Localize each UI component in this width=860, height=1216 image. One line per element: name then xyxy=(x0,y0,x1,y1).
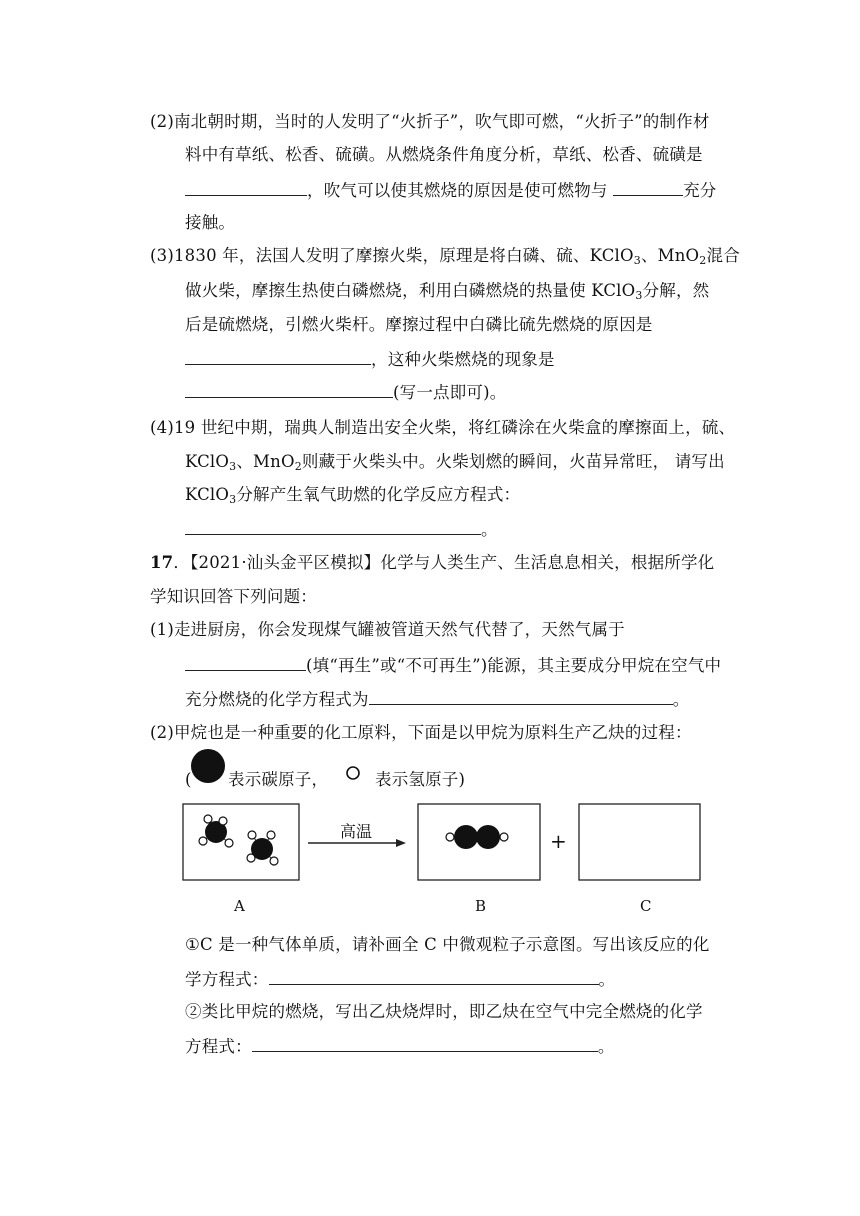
q17-p1-line3 xyxy=(185,689,689,710)
q16-p3-line1-b: 、MnO xyxy=(640,246,700,265)
q17-sub1-line1: ①C 是一种气体单质，请补画全 C 中微观粒子示意图。写出该反应的化 xyxy=(185,935,710,954)
answer-blank[interactable] xyxy=(269,969,599,985)
q16-p2-line3-tail: 充分 xyxy=(683,181,717,200)
q17-sub2-line2 xyxy=(185,1036,615,1057)
label-a: A xyxy=(234,897,245,915)
answer-blank[interactable] xyxy=(185,655,306,671)
q17-p1-line3-text: 充分燃烧的化学方程式为 xyxy=(185,690,369,709)
q16-p3-line2-a: 做火柴，摩擦生热使白磷燃烧，利用白磷燃烧的热量使 KClO xyxy=(185,281,636,300)
hydrogen-atom-legend-icon xyxy=(344,764,364,784)
q17-p1-line3-tail: 。 xyxy=(672,690,690,709)
q17-p1-line1: (1)走进厨房，你会发现煤气罐被管道天然气代替了，天然气属于 xyxy=(150,620,625,639)
question-number: 17 xyxy=(150,553,174,572)
q16-p2-line4: 接触。 xyxy=(185,213,236,232)
q17-sub1-line2-tail: 。 xyxy=(598,970,616,989)
q16-p3-line1-a: (3)1830 年，法国人发明了摩擦火柴，原理是将白磷、硫、KClO xyxy=(150,246,634,265)
q17-sub1-line2 xyxy=(185,969,615,990)
q16-p4-line2 xyxy=(185,452,725,472)
q16-p2-line3-text: ，吹气可以使其燃烧的原因是使可燃物与 xyxy=(307,181,608,200)
methane-molecule xyxy=(199,815,233,847)
arrow-head-icon xyxy=(396,839,406,847)
reaction-diagram xyxy=(170,795,710,920)
q17-p1-line2 xyxy=(185,655,721,676)
q16-p4-line3-b: 分解产生氧气助燃的化学反应方程式： xyxy=(236,485,521,504)
q16-p2-line1: (2)南北朝时期，当时的人发明了“火折子”，吹气即可燃，“火折子”的制作材 xyxy=(150,112,710,131)
q17-p2-line1: (2)甲烷也是一种重要的化工原料，下面是以甲烷为原料生产乙炔的过程： xyxy=(150,723,692,742)
label-c: C xyxy=(640,897,652,915)
q17-sub2-line1: ②类比甲烷的燃烧，写出乙炔烧焊时，即乙炔在空气中完全燃烧的化学 xyxy=(185,1002,703,1021)
q17-sub1-line2-text: 学方程式： xyxy=(185,970,269,989)
q16-p3-line4 xyxy=(185,349,555,370)
q16-p4-line3-a: KClO xyxy=(185,485,230,504)
q17-sub2-line2-text: 方程式： xyxy=(185,1037,252,1056)
q16-p4-line2-c: 则藏于火柴头中。火柴划燃的瞬间，火苗异常旺， 请写出 xyxy=(301,452,725,471)
q16-p4-line4-text: 。 xyxy=(481,520,498,539)
subscript: 3 xyxy=(229,460,237,473)
subscript: 2 xyxy=(294,460,302,473)
q17-stem-line2: 学知识回答下列问题： xyxy=(150,587,317,606)
q17-p1-line2-text: (填“再生”或“不可再生”)能源，其主要成分甲烷在空气中 xyxy=(306,656,722,675)
q16-p3-line1-c: 混合 xyxy=(706,246,740,265)
arrow-label: 高温 xyxy=(340,822,373,841)
box-c[interactable] xyxy=(579,804,700,880)
q17-sub2-line2-tail: 。 xyxy=(597,1037,615,1056)
subscript: 3 xyxy=(633,254,641,267)
answer-blank[interactable] xyxy=(185,519,481,535)
subscript: 3 xyxy=(229,493,237,506)
label-b: B xyxy=(475,897,487,915)
q16-p2-line3 xyxy=(185,180,716,201)
answer-blank[interactable] xyxy=(185,349,371,365)
subscript: 3 xyxy=(635,289,643,302)
q17-stem-text: 化学与人类生产、生活息息相关，根据所学化 xyxy=(380,553,715,572)
q16-p3-line2-b: 分解，然 xyxy=(642,281,710,300)
methane-molecule xyxy=(247,831,278,865)
answer-blank[interactable] xyxy=(185,180,307,196)
q16-p3-line5 xyxy=(185,382,506,403)
q17-stem-line1 xyxy=(150,553,714,573)
legend-paren: ( xyxy=(185,770,192,789)
q16-p3-line3: 后是硫燃烧，引燃火柴杆。摩擦过程中白磷比硫先燃烧的原因是 xyxy=(185,315,653,334)
answer-blank[interactable] xyxy=(252,1036,598,1052)
q16-p4-line4 xyxy=(185,519,498,540)
acetylene-molecule xyxy=(446,825,508,849)
q16-p4-line3 xyxy=(185,485,520,505)
q16-p4-line1: (4)19 世纪中期，瑞典人制造出安全火柴，将红磷涂在火柴盒的摩擦面上，硫、 xyxy=(150,418,736,437)
question-source: ．【2021·汕头金平区模拟】 xyxy=(173,553,381,572)
legend-carbon-text: 表示碳原子， xyxy=(228,770,329,789)
q16-p2-line2: 料中有草纸、松香、硫磺。从燃烧条件角度分析，草纸、松香、硫磺是 xyxy=(185,145,703,164)
subscript: 2 xyxy=(699,254,707,267)
q16-p3-line4-text: ，这种火柴燃烧的现象是 xyxy=(371,350,555,369)
plus-sign: + xyxy=(550,829,567,853)
q16-p4-line2-a: KClO xyxy=(185,452,230,471)
answer-blank[interactable] xyxy=(185,382,393,398)
answer-blank[interactable] xyxy=(369,689,673,705)
q16-p3-line1 xyxy=(150,246,740,266)
q16-p3-line2 xyxy=(185,281,709,301)
q16-p4-line2-b: 、MnO xyxy=(236,452,295,471)
carbon-atom-legend-icon xyxy=(190,748,230,788)
answer-blank[interactable] xyxy=(613,180,683,196)
q16-p3-line5-text: (写一点即可)。 xyxy=(393,383,507,402)
legend-hydrogen-text: 表示氢原子) xyxy=(375,770,466,789)
